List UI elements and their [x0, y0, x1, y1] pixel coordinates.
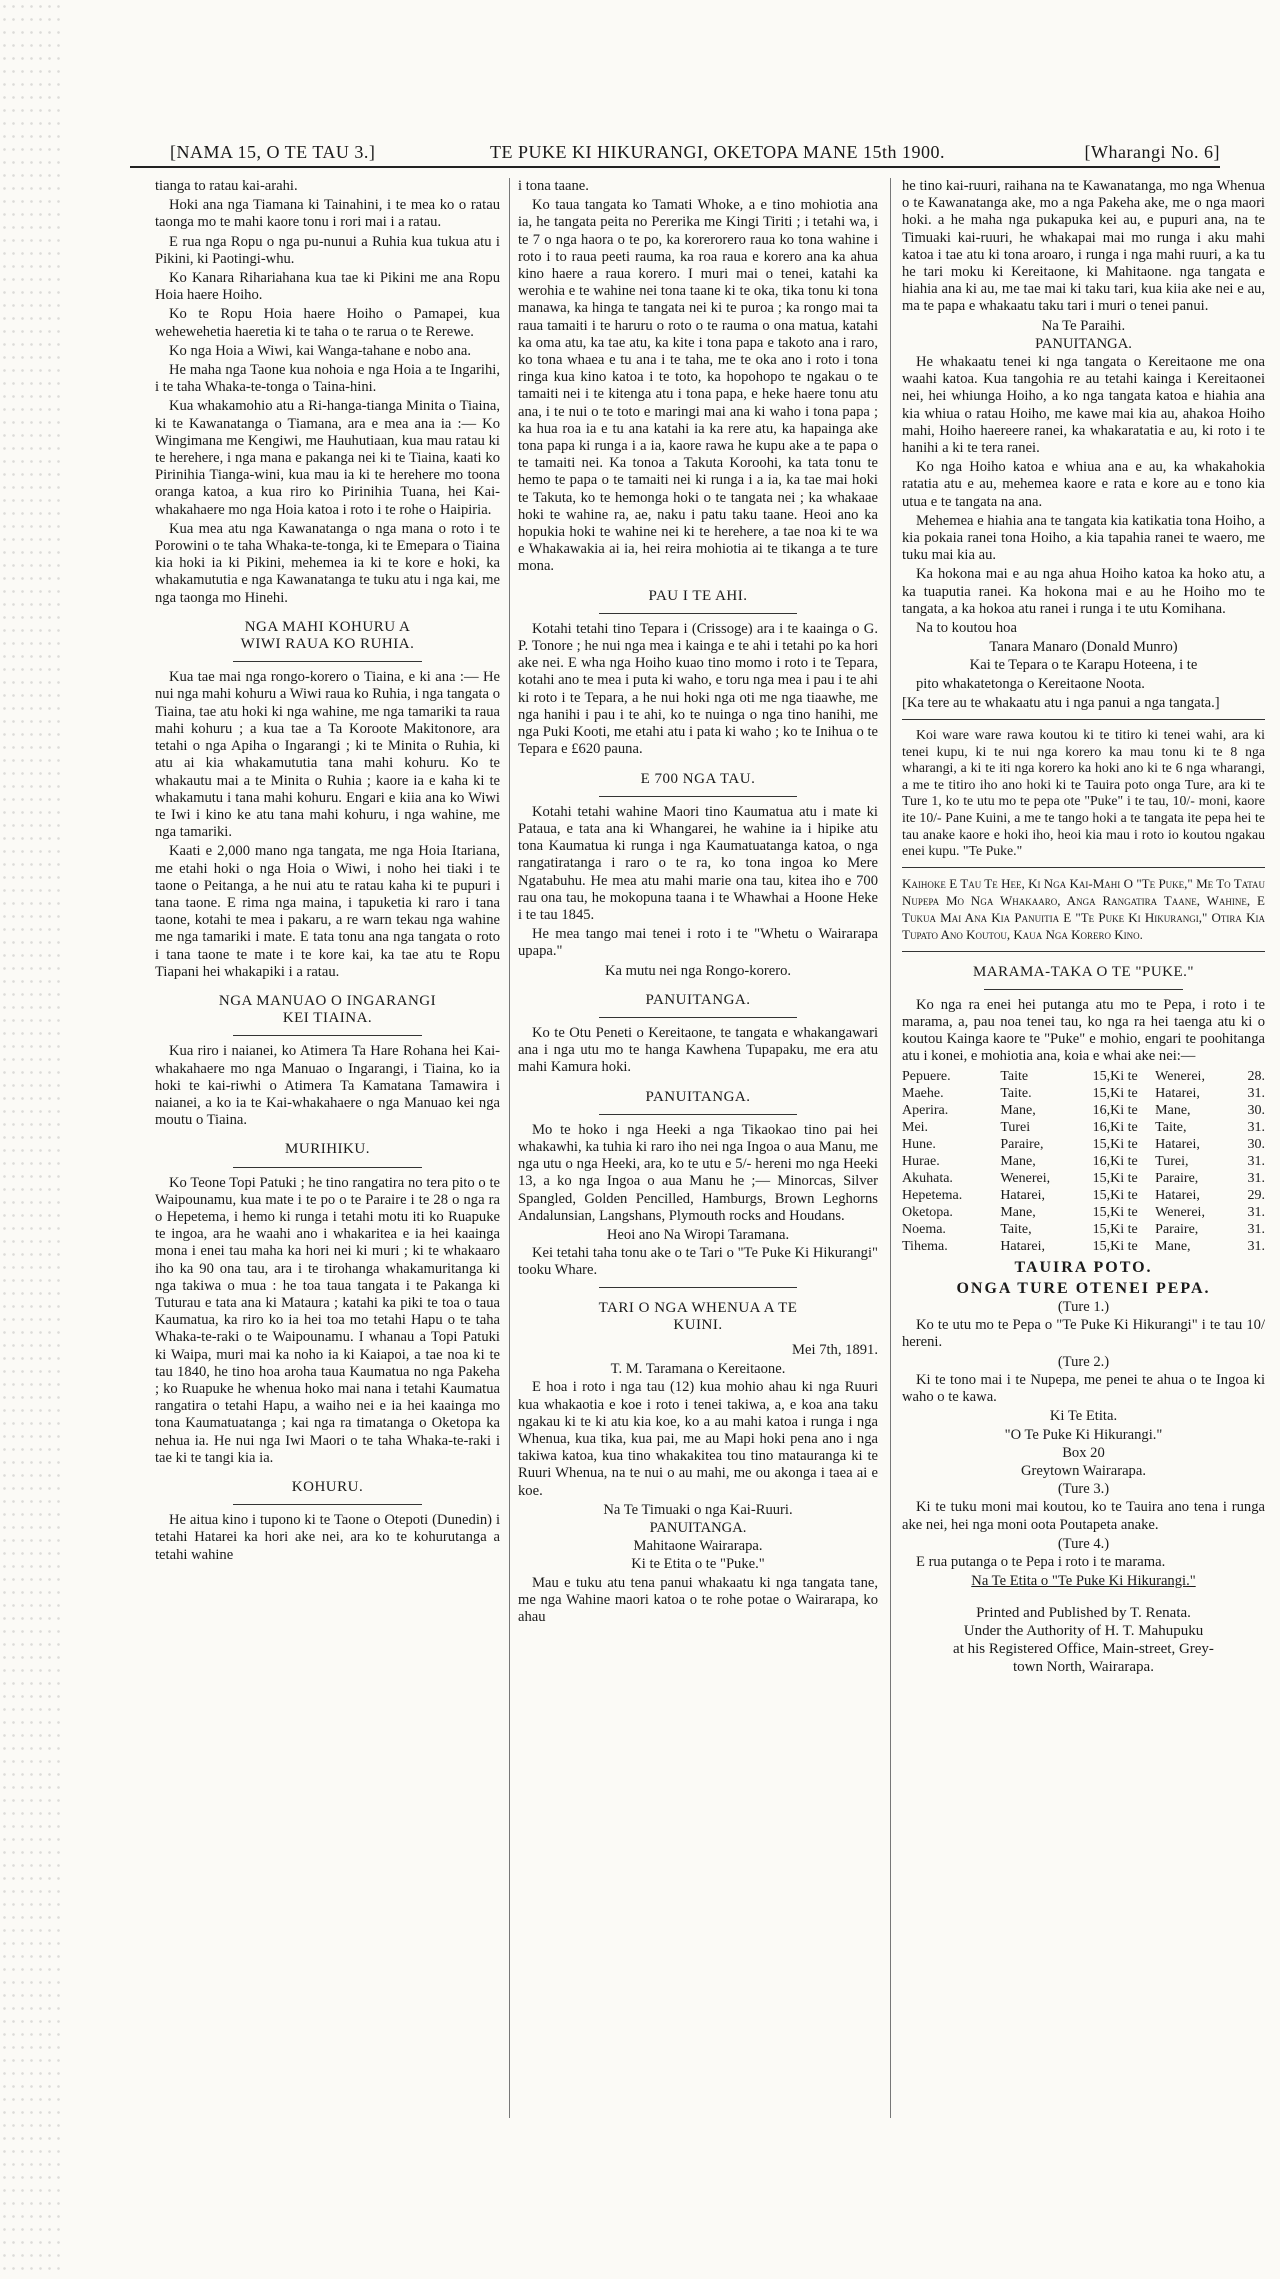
calendar-cell: 15,: [1092, 1068, 1111, 1084]
calendar-cell: Wenerei,: [1155, 1204, 1205, 1220]
calendar-cell: Mane,: [1000, 1102, 1036, 1118]
calendar-cell: Hatarei,: [1000, 1238, 1046, 1254]
signature: Kai te Tepara o te Karapu Hoteena, i te: [969, 657, 1198, 674]
addressee: Ki te Etita o te "Puke.": [631, 1556, 765, 1573]
signature: Ka mutu nei nga Rongo-korero.: [604, 962, 792, 979]
paragraph: Mau e tuku atu tena panui whakaatu ki nga tangata tane, me nga Wahine maori katoa o te rohe potae o Wairarapa, ko ahau: [518, 1574, 878, 1626]
calendar-row: [902, 1102, 1265, 1119]
section-heading: PAU I TE AHI.: [648, 587, 748, 604]
calendar-cell: Aperira.: [902, 1102, 949, 1118]
calendar-row: [902, 1119, 1265, 1136]
calendar-row: [902, 1187, 1265, 1204]
paragraph: Na to koutou hoa: [916, 620, 1017, 637]
calendar-cell: 31.: [1247, 1221, 1265, 1237]
calendar-cell: Paraire,: [1155, 1221, 1199, 1237]
paragraph: Kua mea atu nga Kawanatanga o nga mana o roto i te Porowini o te taha Whaka-te-tonga, ki te Emepara o Tiaina kia hoki ia ki Pikini, mehemea ia ki te kore e hoki, ka whakamututia e nga Kawanatanga te tuku atu i nga kai, me nga taonga mo Hinehi.: [155, 520, 500, 606]
paragraph: Kaati e 2,000 mano nga tangata, me nga Hoia Itariana, me etahi hoki o nga Hoia o Wiwi, i noho hei tiaki i te taone o Peitanga, a he nui atu te ratau kaha ki te pupuri i tana taone. E rima nga maina, i tapuketia ki raro i tana taone, kotahi te mea i pakaru, a re warn tekau nga wahine me nga tamariki i mate. E tata tonu ana nga tangata o roto i tana taone te mate i te kore kai, ka tae atu te Ropu Tiapani hei whakapiki i a ratau.: [155, 843, 500, 980]
calendar-cell: Paraire,: [1155, 1170, 1199, 1186]
calendar-cell: Taite.: [1000, 1085, 1032, 1101]
rule-number: (Ture 1.): [1057, 1299, 1110, 1316]
signature: Na Te Etita o "Te Puke Ki Hikurangi.": [971, 1573, 1196, 1590]
paragraph: Ko taua tangata ko Tamati Whoke, a e tino mohiotia ana ia, he tangata peita no Pererika me Kingi Tiriti ; i tetahi wa, i te 7 o nga haora o te po, ka korerorero raua ko tona wahine i roto i to raua peeti rauma, ka roa raua e korero ana ka ahua kino haere a raua korero. I muri mai o tenei, katahi ka werohia e te wahine nei tona taane ki te oka, tika tonu ki tona manawa, ka hinga te tangata nei ki te puroa ; ka rongo mai ta raua tamaiti i te haruru o roto o te rauma o ona matua, katahi ka oma atu, ka tae atu, ka kite i tona papa e takoto ana i raro, ko tona whaea e tu ana i te taha, me te oka ano i roto i tona ringa kua kino katoa i te toto, ka hopohopo te ngakau o te tamaiti nei i te kitenga atu i tona papa, e heke haere tonu atu ana, i te nui o te toto e maringi mai ana ki waho i tona papa ; ka hua roa ia e tu ana katahi ia ka rere atu, ka hapainga ake tona papa ki runga i a ia, kaore rawa he kupu ake a te papa o te tamaiti nei. Ka tonoa a Takuta Koroohi, ka tata tonu te hemo te papa o te tamaiti nei ki runga i a ia, ka tae mai hoki te Takuta, ko te hemonga hoki o te tangata nei ; ka whakaae hoki te wahine ra, ae, naku i patu taku taane. Heoi ano ka hopukia hoki te wahine nei ki te herehere, a tae noa ki te wa e Whakawakia ai ia, hei reira mohiotia ai te tikanga a te ture mona.: [518, 197, 878, 575]
page-number: [Wharangi No. 6]: [1084, 142, 1220, 162]
section-heading: PANUITANGA.: [645, 1088, 751, 1105]
calendar-cell: Taite,: [1000, 1221, 1032, 1237]
calendar-cell: Turei,: [1155, 1153, 1189, 1169]
divider: [599, 1114, 797, 1115]
calendar-cell: Ki te: [1110, 1204, 1138, 1220]
calendar-cell: Wenerei,: [1000, 1170, 1051, 1186]
divider: [233, 1035, 423, 1036]
section-heading: PANUITANGA.: [645, 991, 751, 1008]
address-line: Ki Te Etita.: [1049, 1408, 1118, 1425]
paragraph: Ko Teone Topi Patuki ; he tino rangatira no tera pito o te Waipounamu, kua mate i te po o te Paraire i te 28 o nga ra o Hepetema, i hemo ki runga i tetahi motu iti ko Ruapuke te ingoa, ara he waahi ano i whakaritea e ia hei kaainga mona i enei tau maha ka hori nei ki muri ; ki te whakaaro iho ka 90 ona tau, ara i te tirohanga whakamuritanga ki nga takiwa o mua : he toa taua tangata i te Pakanga ki Tuturau e tata ana ki Mataura ; katahi ka piki te toa o taua Kaumatua, ka riro ko ia hei toa mo tetahi Hapu o te taha Whaka-te-raki o te Waipounamu. I whanau a Topi Patuki ki Waipa, muri mai ka noho ia ki Kaiapoi, a tae noa ki te tau 1840, he tino hoa aroha taua Kaumatua no nga Pakeha ; ko Ruapuke he whenua hoko mai nana i tetahi Kaumatua rangatira o tetahi Hapu, a waiho nei e ia hei kaainga mo tona Kaumatuatanga ; kai nga ra timatanga o Oketopa ka nehua ia. He nui nga Iwi Maori o te taha Whaka-te-raki i tae ki te tangi kia ia.: [155, 1174, 500, 1466]
calendar-cell: Oketopa.: [902, 1204, 953, 1220]
rule-number: (Ture 3.): [1057, 1481, 1110, 1498]
page-header: [130, 140, 1220, 168]
paragraph: E hoa i roto i nga tau (12) kua mohio ahau ki nga Ruuri kua whakaotia e koe i roto i tenei takiwa, a, e koa ana taku ngakau ki te ki atu kia koe, ko a au mahi katoa i runga i nga Whenua, kua tika, kua pai, me au Mapi hoki pena ano i nga takiwa katoa, kua tino whakakitea tou tino matauranga ki te Ruuri Whenua, na te nui o au mahi, me ou akonga i taea ai e koe.: [518, 1379, 878, 1499]
divider: [984, 989, 1184, 990]
sub-heading: PANUITANGA.: [1035, 335, 1132, 352]
calendar-row: [902, 1170, 1265, 1187]
signature: Tanara Manaro (Donald Munro): [989, 639, 1178, 656]
calendar-cell: Ki te: [1110, 1085, 1138, 1101]
calendar-cell: 15,: [1092, 1238, 1111, 1254]
signature: Na Te Timuaki o nga Kai-Ruuri.: [603, 1501, 793, 1518]
calendar-cell: Ki te: [1110, 1068, 1138, 1084]
calendar-cell: Ki te: [1110, 1102, 1138, 1118]
column-rule-1: [509, 178, 510, 2118]
divider: [233, 661, 423, 662]
section-heading: TARI O NGA WHENUA A TE KUINI.: [598, 1299, 798, 1333]
calendar-cell: 31.: [1247, 1085, 1265, 1101]
calendar-cell: 31.: [1247, 1238, 1265, 1254]
calendar-cell: 15,: [1092, 1170, 1111, 1186]
calendar-cell: Taite,: [1155, 1119, 1187, 1135]
paragraph: He maha nga Taone kua nohoia e nga Hoia a te Ingarihi, i te taha Whaka-te-tonga o Taina-hini.: [155, 362, 500, 396]
calendar-cell: 16,: [1092, 1153, 1111, 1169]
calendar-cell: Hurae.: [902, 1153, 940, 1169]
rule-number: (Ture 4.): [1057, 1535, 1110, 1552]
calendar-cell: Ki te: [1110, 1187, 1138, 1203]
calendar-row: [902, 1221, 1265, 1238]
calendar-row: [902, 1085, 1265, 1102]
address-line: "O Te Puke Ki Hikurangi.": [1004, 1426, 1163, 1443]
calendar-row: [902, 1153, 1265, 1170]
calendar-cell: Mei.: [902, 1119, 929, 1135]
paragraph: Kua riro i naianei, ko Atimera Ta Hare Rohana hei Kai-whakahaere mo nga Manuao o Ingarangi, i Tiaina, ko ia hoki te kai-riwhi o Atimera Ta Kamatana Tamawira i naianei, a ko ia te Kai-whakahaere o nga Manuao kei nga moutu o Tiaina.: [155, 1043, 500, 1129]
divider: [902, 951, 1265, 952]
divider: [599, 1287, 797, 1288]
section-heading: E 700 NGA TAU.: [640, 770, 756, 787]
paragraph: Mo te hoko i nga Heeki a nga Tikaokao tino pai hei whakawhi, ka tuhia ki raro iho nei nga Ingoa o aua Manu, me nga utu o nga Heeki, ara, ko te utu e 5/- hereni mo nga Heeki 13, a ko nga Ingoa o aua Manu he ;— Minorcas, Silver Spangled, Golden Pencilled, Hamburgs, Brown Leghorns Andalunsian, Langshans, Plymouth rocks and Houdans.: [518, 1121, 878, 1224]
calendar-cell: Hune.: [902, 1136, 936, 1152]
calendar-cell: Mane,: [1155, 1238, 1191, 1254]
paragraph: E rua putanga o te Pepa i roto i te marama.: [916, 1553, 1166, 1570]
calendar-cell: 16,: [1092, 1119, 1111, 1135]
paragraph: Kotahi tetahi tino Tepara i (Crissoge) ara i te kaainga o G. P. Tonore ; he nui nga mea i kainga e te ahi i tetahi po ka hori ake nei. E wha nga Hoiho kuao tino momo i roto i te Tepara, kotahi ano te mea i puta ki waho, e toru nga mea i pau i te ahi ki roto i te Tepara, a he nui hoki nga oti me nga tiaawhe, me nga hanihi i pau i te ahi, ko te nuinga o nga tino hanihi, me nga Puki Kooti, me etahi atu i pata ki waho ; ko te Inihua o te Tepara e £620 pauna.: [518, 620, 878, 758]
paragraph: He whakaatu tenei ki nga tangata o Kereitaone me ona waahi katoa. Kua tangohia re au tetahi kainga i Kereitaonei nei, hei whiunga Hoiho, a ko nga tangata katoa e hiahia ana kia whiua o ratau Hoiho, me kawe mai kia au, ahakoa Hoiho mahi, Hoiho haereere ranei, ka whakaratatia e au, ki roto i te hanihi a ki te tera ranei.: [902, 354, 1265, 457]
divider: [599, 796, 797, 797]
paragraph: Ko te Ropu Hoia haere Hoiho o Pamapei, kua wehewehetia haeretia ki te taha o te rarua o te Rerewe.: [155, 306, 500, 340]
section-heading: MURIHIKU.: [285, 1141, 370, 1158]
calendar-cell: Hepetema.: [902, 1187, 963, 1203]
calendar-cell: 28.: [1247, 1068, 1265, 1084]
column-rule-2: [890, 178, 891, 2118]
paragraph: Kua tae mai nga rongo-korero o Tiaina, e ki ana :— He nui nga mahi kohuru a Wiwi raua ko Ruhia, i nga tangata o Tiaina, tae atu hoki ki nga wahine, me nga tamariki ta raua mahi kohuru ; a kua tae a Ta Koroote Makitonore, ara tetahi o nga Apiha o Ingarangi ; ki te Minita o Ruhia, ki atu ai kia whakamututia tana mahi kohuru. Ko te whakautu mai a te Minita o Ruhia ; kaore ia e kaha ki te whakamutu i tana mahi kohuru. Engari e kiia ana ko Wiwi te Iwi i kino ke atu tana mahi kohuru, i nga wahine, me nga tamariki.: [155, 669, 500, 841]
address-line: Box 20: [1062, 1444, 1105, 1461]
calendar-cell: 15,: [1092, 1221, 1111, 1237]
calendar-cell: 31.: [1247, 1204, 1265, 1220]
column-2: [518, 178, 878, 2188]
calendar-cell: Maehe.: [902, 1085, 944, 1101]
sub-heading: PANUITANGA.: [649, 1520, 747, 1537]
paragraph: Kotahi tetahi wahine Maori tino Kaumatua atu i mate ki Pataua, e tata ana ki Whangarei, he wahine ia i hipike atu tona Kaumatua ki runga i nga Kaumatuatanga katoa, o nga rangatiratanga i raro o te ra, ko tona ingoa ko Mere Ngatabuhu. He mea atu mahi marie ona tau, kitea iho e 700 rau ona tau, he mokopuna taana i te Whawhai a Hoone Heke i te tau 1845.: [518, 803, 878, 923]
calendar-row: [902, 1136, 1265, 1153]
rule-number: (Ture 2.): [1057, 1353, 1110, 1370]
calendar-cell: 31.: [1247, 1119, 1265, 1135]
divider: [599, 1017, 797, 1018]
calendar-cell: Hatarei,: [1155, 1187, 1200, 1203]
calendar-cell: Taite: [1000, 1068, 1029, 1084]
paragraph: Mehemea e hiahia ana te tangata kia katikatia tona Hoiho, a kia pokaia ranei tona Hoiho, a kia tapahia ranei te waero, me tuku mai kia au.: [902, 512, 1265, 564]
calendar-cell: 15,: [1092, 1204, 1111, 1220]
scan-edge-noise: [0, 0, 60, 2279]
paragraph: He aitua kino i tupono ki te Taone o Otepoti (Dunedin) i tetahi Hatarei ka hori ake nei, ara ko te kohurutanga a tetahi wahine: [155, 1512, 500, 1563]
calendar-cell: Mane,: [1155, 1102, 1191, 1118]
calendar-row: [902, 1068, 1265, 1085]
calendar-cell: 16,: [1092, 1102, 1111, 1118]
section-heading: NGA MANUAO O INGARANGI KEI TIAINA.: [218, 992, 437, 1027]
paragraph: [Ka tere au te whakaatu atu i nga panui a nga tangata.]: [902, 694, 1220, 711]
notice: Koi ware ware rawa koutou ki te titiro ki tenei wahi, ara ki tenei kupu, ki te nui nga korero ka mau tonu ki te 8 nga wharangi, a ki te iti nga korero ka hoki ano ki te 6 nga wharangi, a me te titiro iho ano hoki ki te Tauira poto onga Ture, ara ki te Ture 1, ko te utu mo te pepa ote "Puke" i te tau, 10/- moni, kaore ite 10/- Pane Kuini, a me te tango hoki a te tangata ite pepa hei te tau anake kaore e hoki iho, heoi kia mau i roto io koutou ngakau enei kupu. "Te Puke.": [902, 727, 1265, 859]
section-heading: TAUIRA POTO.: [1014, 1258, 1153, 1276]
divider: [902, 719, 1265, 720]
section-heading: ONGA TURE OTENEI PEPA.: [956, 1279, 1211, 1297]
calendar-cell: Noema.: [902, 1221, 946, 1237]
calendar-cell: Tihema.: [902, 1238, 948, 1254]
calendar-cell: Pepuere.: [902, 1068, 951, 1084]
divider: [902, 867, 1265, 868]
calendar-cell: Ki te: [1110, 1153, 1138, 1169]
paragraph: he tino kai-ruuri, raihana na te Kawanatanga, mo nga Whenua o te Kawanatanga ake, mo a nga Pakeha ake, me o nga maori hoki. a he maha nga pukapuka kei au, e pupuri ana, na te Timuaki kai-ruuri, he whakapai mai mo runga i aku mahi katoa i tae atu ki tona aroaro, i runga i nga mahi ruuri, a ka tu he tari moku ki Kereitaone, ki Mahitaone. nga tangata e hiahia ana ki au, me tae mai ki taku tari, kua kiia ake nei e au, ma te papa e whakaatu taku tari i muri o tenei panui.: [902, 178, 1265, 315]
calendar-row: [902, 1238, 1265, 1255]
section-heading: KOHURU.: [291, 1479, 364, 1496]
calendar-cell: 31.: [1247, 1170, 1265, 1186]
section-heading: MARAMA-TAKA O TE "PUKE.": [972, 963, 1195, 980]
imprint: Printed and Published by T. Renata. Under the Authority of H. T. Mahupuku at his Registered Office, Main-street, Grey- town North, Wairarapa.: [953, 1605, 1214, 1676]
paragraph: Ka hokona mai e au nga ahua Hoiho katoa ka hoko atu, a ka tuaputia ranei. Ka hokona mai e au he Hoiho mo te tangata, a ka hokoa atu ranei i runga i te utu Komihana.: [902, 566, 1265, 617]
advert: Kaihoke E Tau Te Hee, Ki Nga Kai-Mahi O "Te Puke," Me To Tatau Nupepa Mo Nga Whakaaro, Anga Rangatira Taane, Wahine, E Tukua Mai Ana Kia Panuitia E "Te Puke Ki Hikurangi," Otira Kia Tupato Ano Koutou, Kaua Nga Korero Kino.: [902, 875, 1265, 943]
calendar-cell: Akuhata.: [902, 1170, 953, 1186]
calendar-cell: Hatarei,: [1000, 1187, 1046, 1203]
calendar-cell: 15,: [1092, 1085, 1111, 1101]
calendar-cell: 15,: [1092, 1187, 1111, 1203]
paragraph: Ko te Otu Peneti o Kereitaone, te tangata e whakangawari ana i nga utu mo te hanga Kawhena Tupapaku, me era atu mahi Kamura hoki.: [518, 1024, 878, 1076]
paragraph: Ko nga ra enei hei putanga atu mo te Pepa, i roto i te marama, a, pau noa tenei tau, ko nga ra hei taenga atu ki o koutou Kainga kaore te "Puke" e mohio, engari te poohitanga atu i konei, e mohiotia ana, koia e whai ake nei:—: [902, 996, 1265, 1065]
paragraph: Ko nga Hoia a Wiwi, kai Wanga-tahane e nobo ana.: [169, 342, 472, 359]
section-heading: NGA MAHI KOHURU A WIWI RAUA KO RUHIA.: [240, 618, 415, 653]
calendar-cell: Ki te: [1110, 1238, 1138, 1254]
paragraph: i tona taane.: [518, 178, 589, 194]
calendar-cell: Hatarei,: [1155, 1085, 1200, 1101]
calendar-cell: 30.: [1247, 1136, 1265, 1152]
calendar-cell: Hatarei,: [1155, 1136, 1200, 1152]
divider: [233, 1167, 423, 1168]
paragraph: Kei tetahi taha tonu ake o te Tari o "Te Puke Ki Hikurangi" tooku Whare.: [518, 1245, 878, 1279]
calendar-cell: Mane,: [1000, 1153, 1036, 1169]
paragraph: Ki te tono mai i te Nupepa, me penei te ahua o te Ingoa ki waho o te kawa.: [902, 1371, 1265, 1406]
calendar-cell: Ki te: [1110, 1221, 1138, 1237]
calendar-cell: Mane,: [1000, 1204, 1036, 1220]
calendar-cell: 31.: [1247, 1153, 1265, 1169]
addressee: T. M. Taramana o Kereitaone.: [610, 1361, 786, 1378]
divider: [599, 613, 797, 614]
sub-heading: Mahitaone Wairarapa.: [633, 1538, 763, 1555]
masthead-date: TE PUKE KI HIKURANGI, OKETOPA MANE 15th 1900.: [490, 142, 946, 162]
calendar-row: [902, 1204, 1265, 1221]
paragraph: pito whakatetonga o Kereitaone Noota.: [916, 675, 1145, 692]
paragraph: Ki te tuku moni mai koutou, ko te Tauira ano tena i runga ake nei, hei nga moni oota Poutapeta anake.: [902, 1499, 1265, 1533]
calendar-table: [902, 1068, 1265, 1255]
divider: [233, 1504, 423, 1505]
paragraph: E rua nga Ropu o nga pu-nunui a Ruhia kua tukua atu i Pikini, ki Paotingi-whu.: [155, 233, 500, 267]
paragraph: Hoki ana nga Tiamana ki Tainahini, i te mea ko o ratau taonga mo te mahi kaore tonu i rori mai i a ratau.: [155, 197, 500, 231]
address-line: Greytown Wairarapa.: [1021, 1462, 1146, 1479]
paragraph: Ko nga Hoiho katoa e whiua ana e au, ka whakahokia ratatia atu e au, mehemea kaore e rata e kore au e tono kia utua e te tangata na ana.: [902, 459, 1265, 510]
column-3: [902, 178, 1265, 2188]
column-1: [155, 178, 500, 2188]
calendar-cell: 30.: [1247, 1102, 1265, 1118]
calendar-cell: Ki te: [1110, 1119, 1138, 1135]
calendar-cell: Ki te: [1110, 1170, 1138, 1186]
paragraph: He mea tango mai tenei i roto i te "Whetu o Wairarapa upapa.": [518, 926, 878, 960]
paragraph: Ko te utu mo te Pepa o "Te Puke Ki Hikurangi" i te tau 10/ hereni.: [902, 1317, 1265, 1351]
calendar-cell: Wenerei,: [1155, 1068, 1205, 1084]
calendar-cell: Turei: [1000, 1119, 1031, 1135]
calendar-cell: 15,: [1092, 1136, 1111, 1152]
calendar-cell: Paraire,: [1000, 1136, 1044, 1152]
paragraph: Kua whakamohio atu a Ri-hanga-tianga Minita o Tiaina, ki te Kawanatanga o Tiamana, ara e mea ana ia :— Ko Wingimana me Kengiwi, me Hauhutiaan, kua mau ratau ki te herehere, i nga mana e pakanga nei ki te Tiaina, kaati ko Pirinihia Tianga-wini, kua mau ia ki te herehere mo toona oranga katoa, a kua riro ko Pirinihia Tuana, hei Kai-whakahaere mo nga Hoia katoa i roto i te rohe o Haipiria.: [155, 398, 500, 518]
issue-number: [NAMA 15, O TE TAU 3.]: [170, 142, 376, 162]
calendar-cell: 29.: [1247, 1187, 1265, 1203]
calendar-cell: Ki te: [1110, 1136, 1138, 1152]
signature: Heoi ano Na Wiropi Taramana.: [606, 1226, 790, 1243]
dateline: Mei 7th, 1891.: [792, 1341, 878, 1358]
signature: Na Te Paraihi.: [1041, 317, 1126, 334]
paragraph: Ko Kanara Rihariahana kua tae ki Pikini me ana Ropu Hoia haere Hoiho.: [155, 270, 500, 304]
paragraph: tianga to ratau kai-arahi.: [155, 178, 298, 194]
